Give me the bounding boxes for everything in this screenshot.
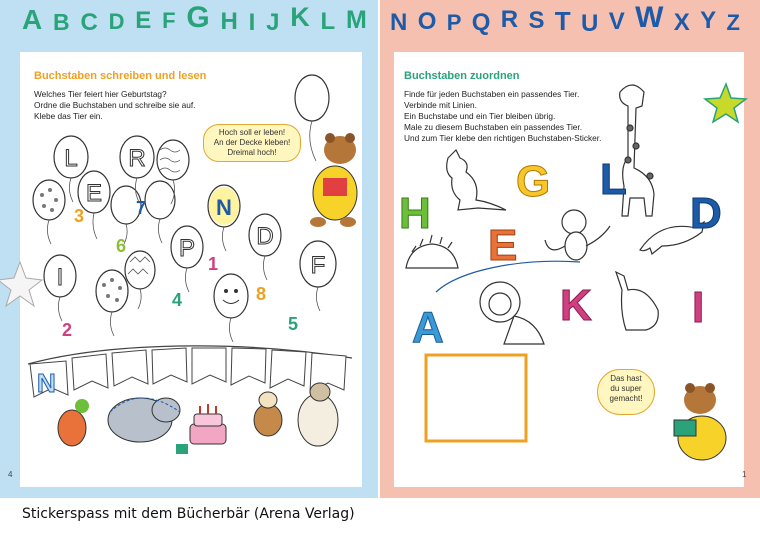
monkey-illustration <box>545 210 610 260</box>
balloon-number: 5 <box>288 314 299 334</box>
balloon-letter: E <box>85 180 103 207</box>
instruction-line: Ein Buchstabe und ein Tier bleiben übrig. <box>404 111 556 121</box>
alphabet-letter: J <box>266 9 280 36</box>
balloon-number: 3 <box>74 206 85 226</box>
right-page-number: 1 <box>742 470 747 479</box>
sticker-letter: E <box>488 221 518 270</box>
alphabet-letter: W <box>635 1 664 34</box>
instruction-line: Klebe das Tier ein. <box>34 111 103 121</box>
instruction-line: Und zum Tier klebe den richtigen Buchstaben-Sticker. <box>404 133 602 143</box>
left-page-number: 4 <box>8 470 13 479</box>
alphabet-letter: C <box>80 9 98 36</box>
sticker-letter: A <box>412 303 444 352</box>
sticker-letter: L <box>600 155 627 204</box>
instruction-line: Male zu diesem Buchstaben ein passendes Tier. <box>404 122 583 132</box>
balloon-letter: D <box>256 223 274 250</box>
alphabet-letter: B <box>53 9 70 35</box>
alphabet-letter: G <box>186 1 210 34</box>
alphabet-letter: U <box>581 10 599 37</box>
kangaroo-illustration <box>447 150 506 210</box>
balloon-number: 6 <box>116 236 127 256</box>
alphabet-letter: Z <box>726 10 740 35</box>
bubble-line: An der Decke kleben! <box>213 138 291 147</box>
bubble-line: gemacht! <box>609 394 643 403</box>
alphabet-letter: P <box>446 10 462 35</box>
alphabet-letter: T <box>554 6 571 36</box>
alphabet-letter: L <box>320 8 336 35</box>
sticker-letter: K <box>560 281 592 330</box>
bubble-line: Hoch soll er leben! <box>218 128 286 137</box>
sticker-letter: G <box>516 157 551 206</box>
balloon-letter: L <box>64 145 78 172</box>
alphabet-letter: S <box>528 7 545 34</box>
balloon-letter: F <box>310 252 326 279</box>
alphabet-letter: K <box>290 2 310 32</box>
sticker-letter: I <box>692 283 705 332</box>
garland-letter: N <box>37 368 56 398</box>
balloon-number: 7 <box>136 198 147 218</box>
alphabet-letter: Q <box>471 9 491 36</box>
alphabet-letter: O <box>417 8 437 35</box>
image-caption: Stickerspass mit dem Bücherbär (Arena Verlag) <box>22 506 355 522</box>
alphabet-letter: D <box>108 9 125 34</box>
sticker-letter: D <box>690 189 722 238</box>
alphabet-letter: Y <box>700 7 717 34</box>
balloon-number: 4 <box>172 290 183 310</box>
right-title: Buchstaben zuordnen <box>404 70 520 82</box>
right-speech-bubble <box>597 369 655 415</box>
balloon-letter: R <box>128 145 146 172</box>
reading-bear-illustration <box>674 383 726 460</box>
alphabet-letter: M <box>346 6 367 34</box>
bubble-line: Das hast <box>610 374 642 383</box>
instruction-line: Finde für jeden Buchstaben ein passendes Tier. <box>404 89 580 99</box>
balloon-letter: P <box>178 235 196 262</box>
star-icon <box>705 84 746 122</box>
balloon-number: 2 <box>62 320 73 340</box>
instruction-line: Ordne die Buchstaben und schreibe sie auf. <box>34 100 196 110</box>
left-title: Buchstaben schreiben und lesen <box>34 70 207 82</box>
bubble-line: Dreimal hoch! <box>227 148 277 157</box>
alphabet-letter: N <box>390 9 408 36</box>
alphabet-letter: E <box>135 7 152 34</box>
instruction-line: Welches Tier feiert hier Geburtstag? <box>34 89 167 99</box>
balloon-number: 1 <box>208 254 219 274</box>
drawing-box[interactable] <box>426 355 526 441</box>
alphabet-letter: F <box>162 8 176 33</box>
rabbit-illustration <box>616 272 658 330</box>
balloon-letter: N <box>216 195 232 220</box>
balloon-number: 8 <box>256 284 267 304</box>
hedgehog-illustration <box>406 235 458 268</box>
bubble-line: du super <box>610 384 642 393</box>
alphabet-letter: V <box>608 8 625 35</box>
alphabet-letter: X <box>673 9 690 36</box>
lion-illustration <box>480 282 544 344</box>
instruction-line: Verbinde mit Linien. <box>404 100 477 110</box>
alphabet-letter: I <box>248 9 256 36</box>
alphabet-letter: A <box>22 4 43 35</box>
sticker-letter: H <box>399 189 431 238</box>
balloon-letter: I <box>56 264 64 291</box>
alphabet-letter: H <box>220 8 238 35</box>
alphabet-letter: R <box>500 6 519 33</box>
